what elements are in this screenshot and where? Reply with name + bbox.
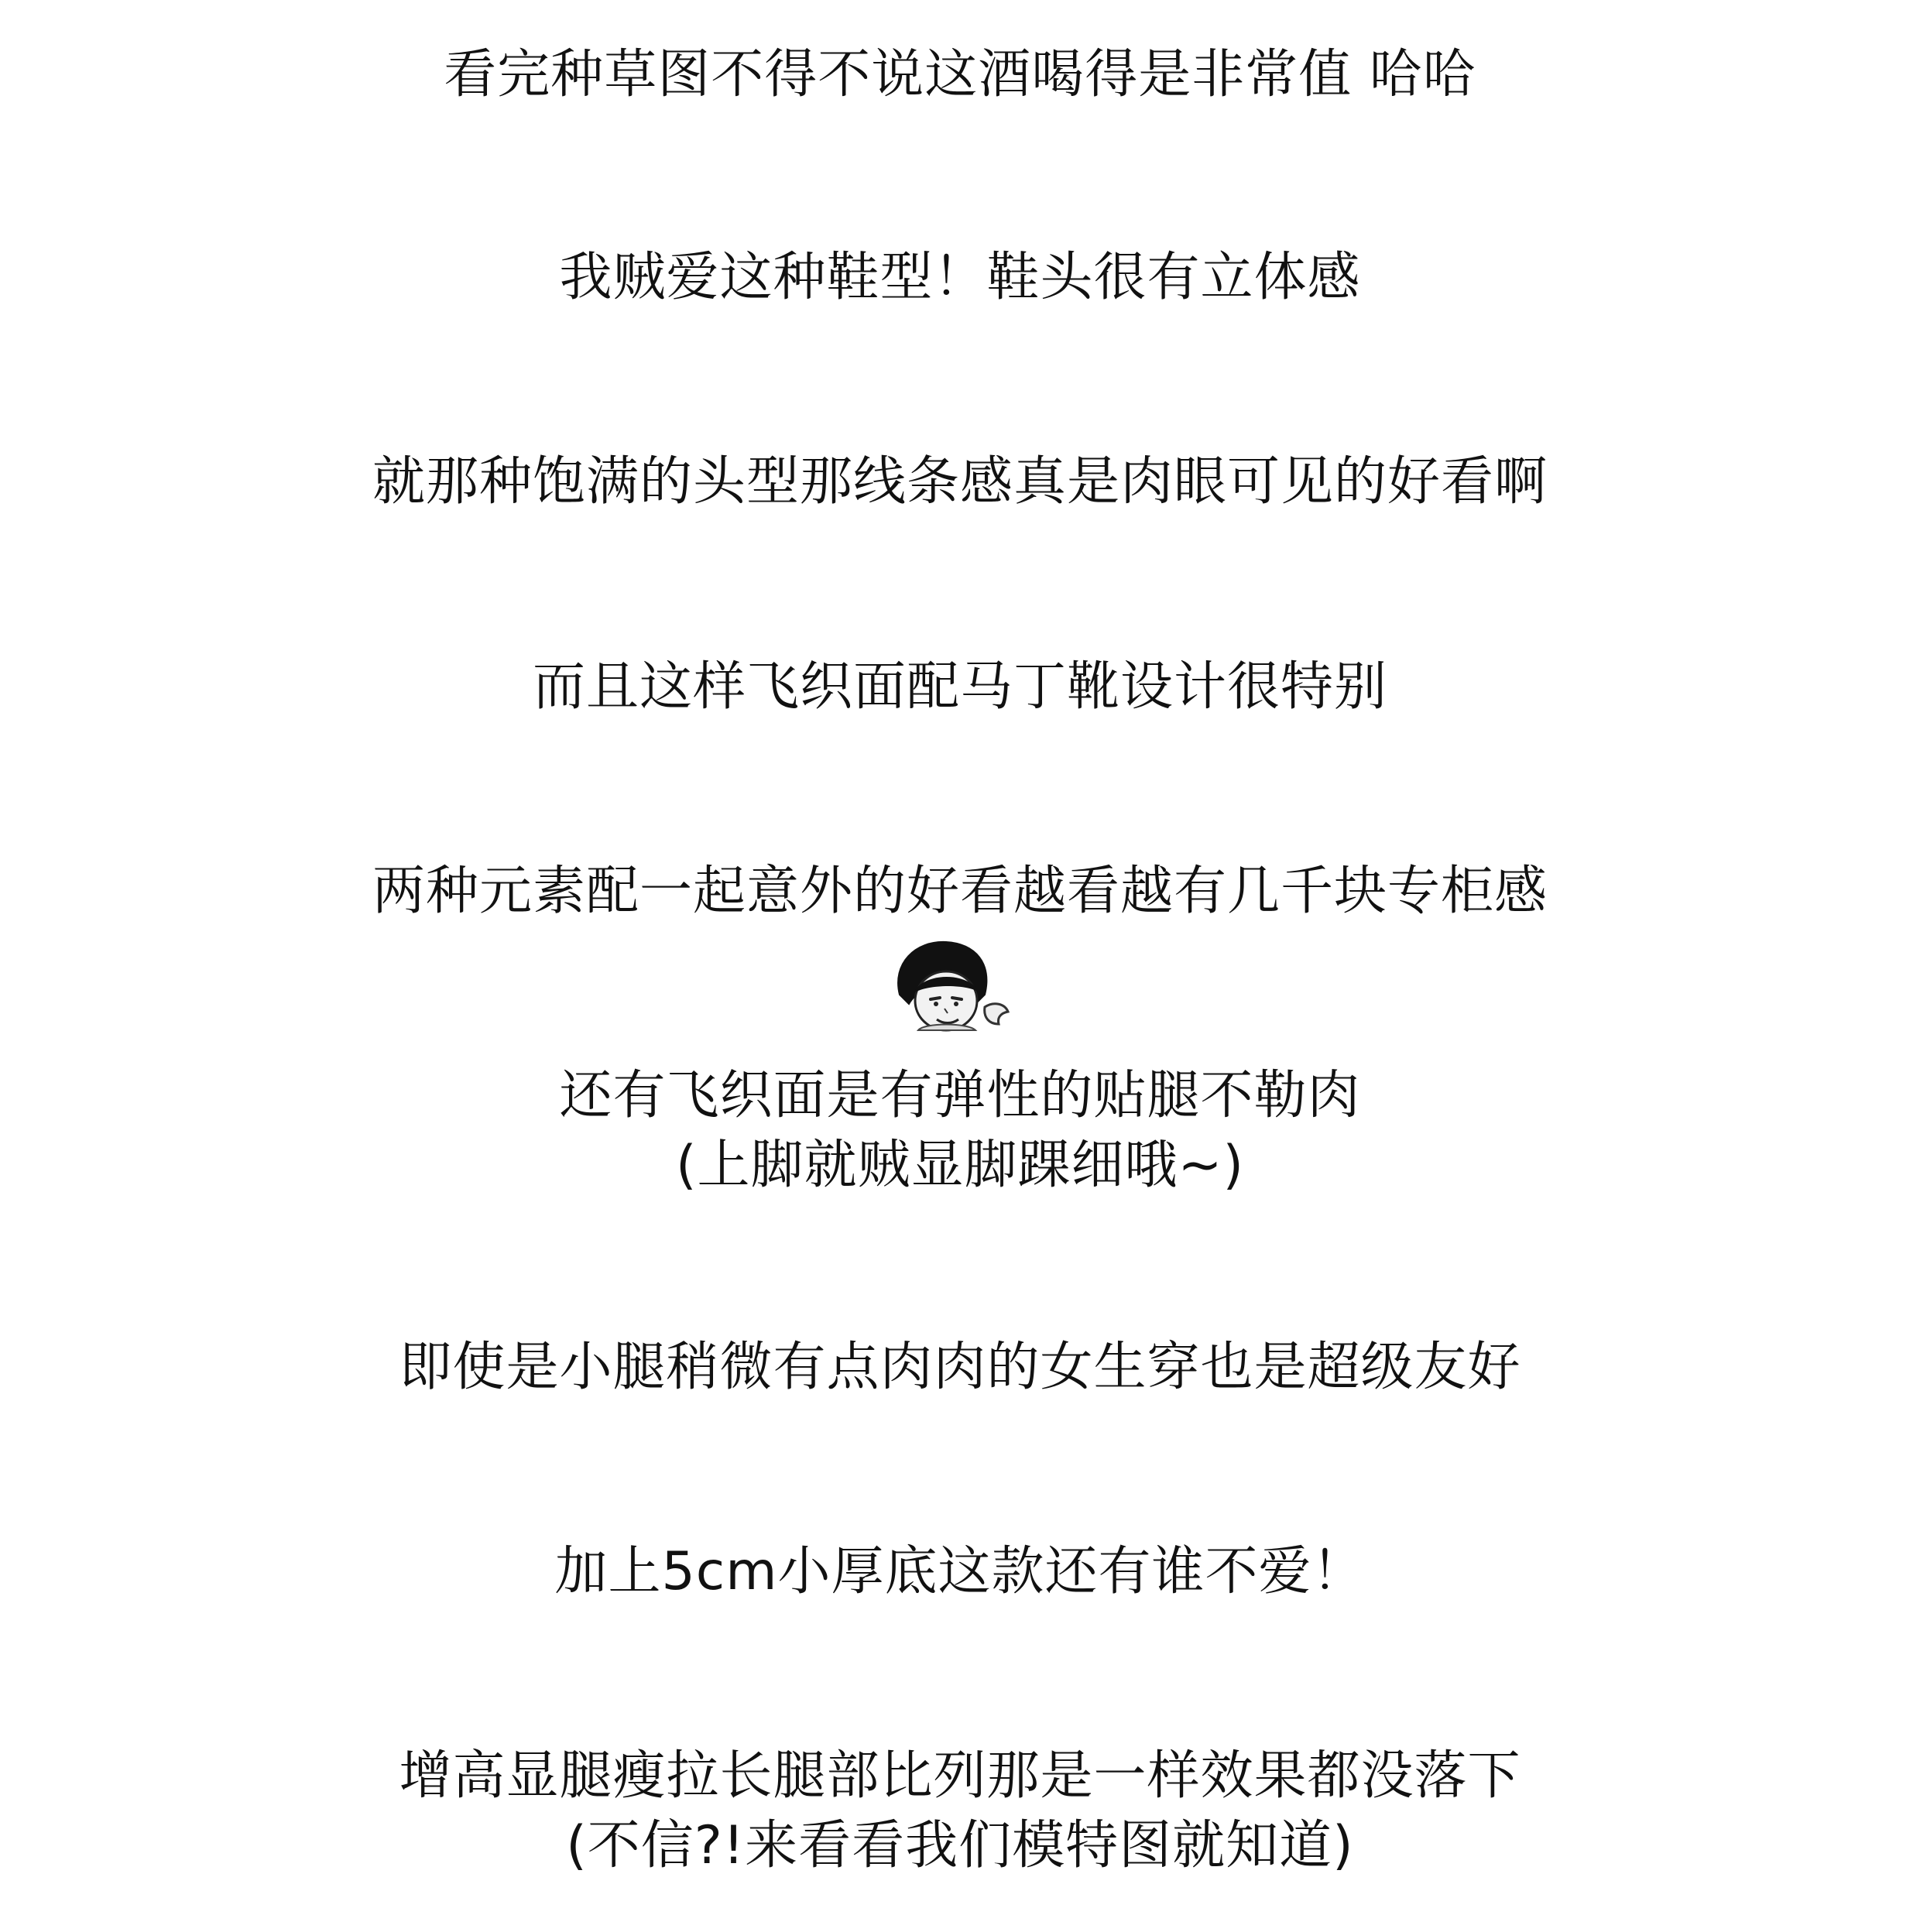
mushroom-head-meme-face-icon — [884, 933, 1023, 1033]
text-line-7: (上脚就贼显脚踝细哦~) — [675, 1135, 1245, 1196]
text-line-1: 看完种草图不得不说这酒喝得是非常值 哈哈 — [444, 44, 1476, 105]
text-line-5: 两种元素配一起意外的好看越看越有几千块专柜感 — [372, 861, 1548, 922]
text-line-4: 而且这样飞织面配马丁靴设计很特别 — [532, 656, 1387, 718]
text-line-9: 加上5cm小厚底这款还有谁不爱！ — [554, 1541, 1366, 1602]
text-line-6: 还有飞织面是有弹性的贴腿不勒肉 — [559, 1065, 1361, 1126]
text-line-2: 我贼爱这种鞋型！鞋头很有立体感 — [559, 247, 1361, 308]
text-line-10: 增高显腿瘦拉长腿部比列那是一样效果都没落下 — [399, 1745, 1521, 1807]
text-line-8: 即使是小腿稍微有点肉肉的女生穿也是超级友好 — [399, 1337, 1521, 1398]
text-line-3: 就那种饱满的头型那线条感真是肉眼可见的好看啊 — [372, 451, 1548, 512]
text-line-11: (不信?!来看看我们模特图就知道) — [566, 1815, 1354, 1876]
